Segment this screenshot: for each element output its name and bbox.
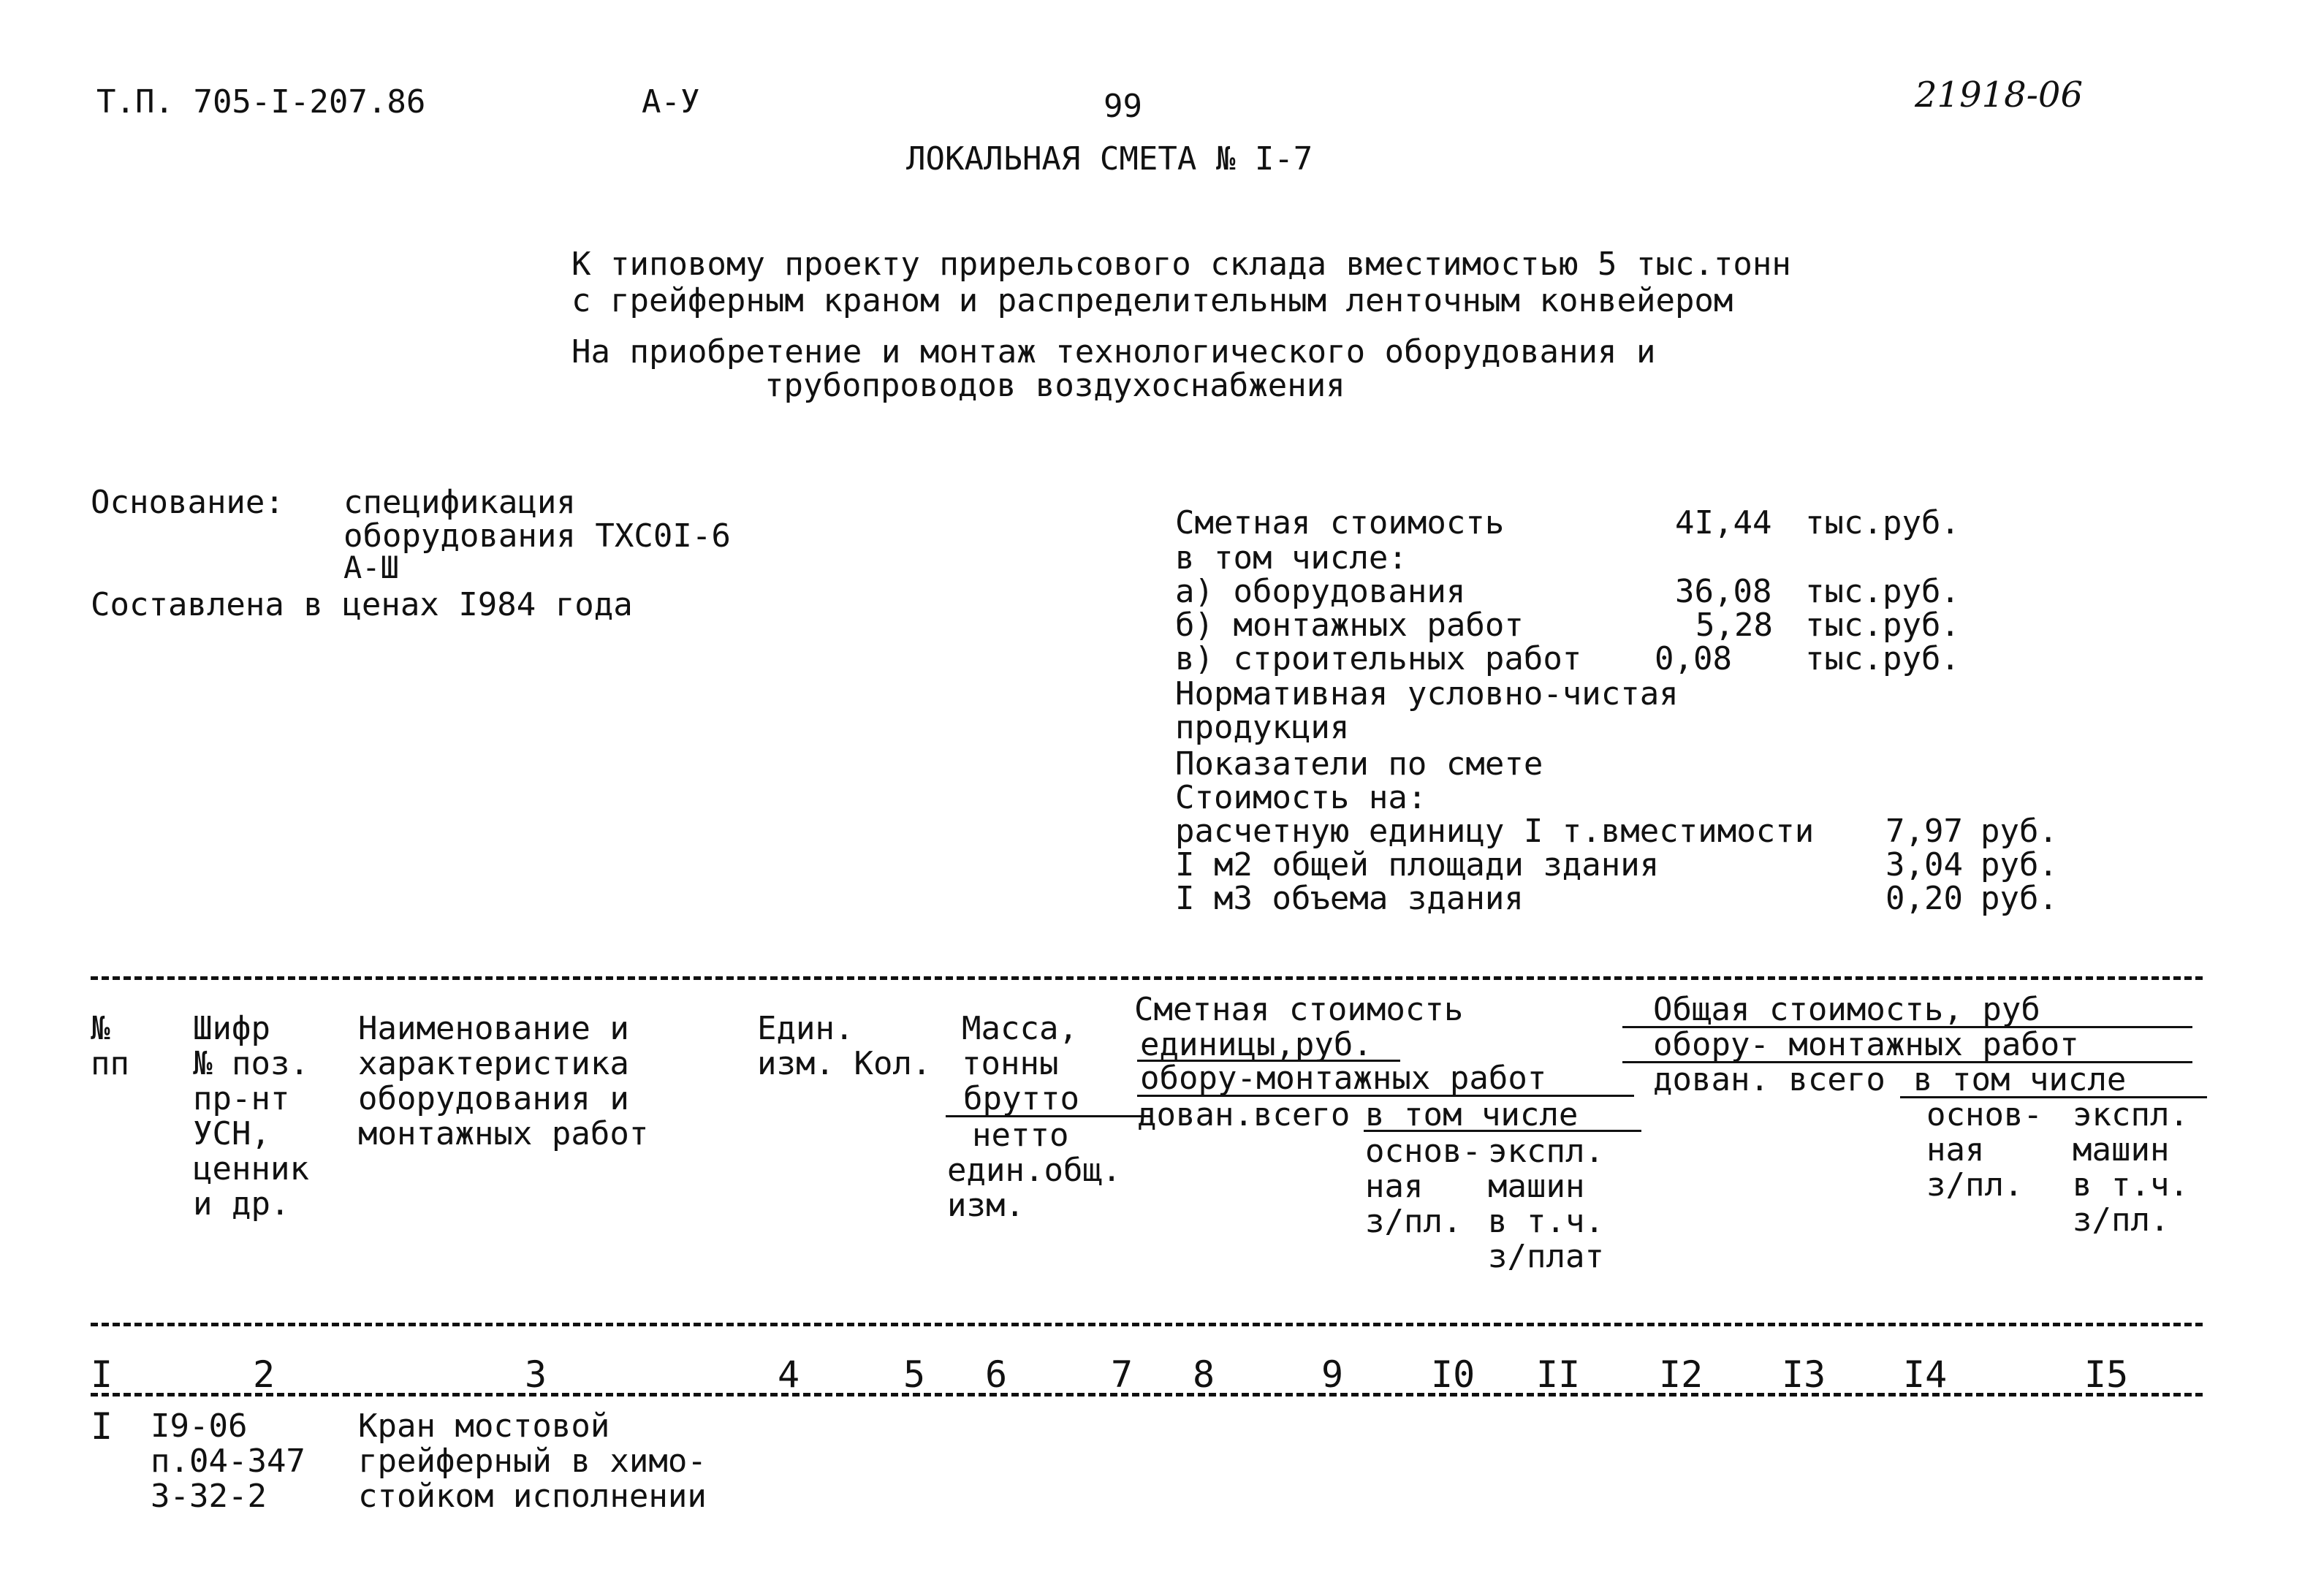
- header-est-base-pay: основ- ная з/пл.: [1365, 1133, 1481, 1240]
- summary-label: Нормативная условно-чистая: [1175, 675, 1679, 712]
- column-number: I: [91, 1353, 113, 1396]
- header-total-cost: Общая стоимость, руб: [1653, 991, 2040, 1028]
- header-est-eq-total: дован.всего: [1137, 1096, 1351, 1133]
- basis-line-1: спецификация: [343, 484, 576, 521]
- summary-unit: тыс.руб.: [1805, 573, 1960, 610]
- column-number: I0: [1431, 1353, 1475, 1396]
- column-number: II: [1536, 1353, 1581, 1396]
- header-bottom-rule: [91, 1323, 2203, 1326]
- header-est-machines: экспл. машин в т.ч. з/плат: [1488, 1133, 1604, 1275]
- summary-unit: руб.: [1980, 846, 2058, 884]
- doc-code: Т.П. 705-I-207.86: [96, 83, 426, 121]
- column-number: 9: [1321, 1353, 1344, 1396]
- column-number: 8: [1193, 1353, 1215, 1396]
- summary-label: I м3 объема здания: [1175, 880, 1524, 917]
- header-est-unit: единицы,руб.: [1140, 1026, 1372, 1063]
- header-total-base-pay: основ- ная з/пл.: [1926, 1096, 2043, 1204]
- summary-label: Сметная стоимость: [1175, 504, 1505, 542]
- summary-label: в том числе:: [1175, 539, 1408, 577]
- header-net: нетто: [972, 1117, 1069, 1154]
- header-mass: Масса, тонны: [962, 1010, 1078, 1082]
- summary-label: продукция: [1175, 709, 1350, 746]
- basis-line-3: А-Ш: [343, 550, 399, 585]
- row-number: I: [91, 1405, 113, 1448]
- summary-unit: руб.: [1980, 880, 2058, 917]
- summary-label: б) монтажных работ: [1175, 607, 1524, 644]
- header-gross: брутто: [963, 1080, 1079, 1117]
- column-number: I4: [1903, 1353, 1948, 1396]
- header-est-cost: Сметная стоимость: [1134, 991, 1464, 1028]
- subtitle-line-3: На приобретение и монтаж технологического оборудования и: [571, 333, 1656, 370]
- column-number: I3: [1782, 1353, 1826, 1396]
- column-number: 5: [903, 1353, 926, 1396]
- summary-value: 7,97: [1885, 813, 1963, 850]
- album-code: А-У: [642, 83, 700, 121]
- row-name: Кран мостовой грейферный в химо- стойком исполнении: [358, 1407, 707, 1515]
- header-est-eq-mont: обору-монтажных работ: [1140, 1060, 1547, 1097]
- header-total-incl: в том числе: [1913, 1061, 2127, 1098]
- column-number: 3: [525, 1353, 547, 1396]
- summary-value: 3,04: [1885, 846, 1963, 884]
- summary-unit: руб.: [1980, 813, 2058, 850]
- column-number: I5: [2084, 1353, 2129, 1396]
- header-per-unit: един.общ. изм.: [947, 1152, 1122, 1224]
- header-name: Наименование и характеристика оборудования и монтажных работ: [358, 1010, 649, 1152]
- summary-value: 4I,44: [1675, 504, 1772, 542]
- subtitle-line-2: с грейферным краном и распределительным ленточным конвейером: [571, 282, 1733, 319]
- header-num: № пп: [91, 1010, 129, 1082]
- summary-label: Показатели по смете: [1175, 745, 1543, 783]
- column-number: 6: [985, 1353, 1008, 1396]
- header-total-eq-mont: обору- монтажных работ: [1653, 1026, 2079, 1063]
- summary-label: Стоимость на:: [1175, 779, 1427, 816]
- column-number: 4: [778, 1353, 800, 1396]
- summary-label: в) строительных работ: [1175, 640, 1582, 677]
- column-number: 2: [253, 1353, 276, 1396]
- column-number: 7: [1111, 1353, 1133, 1396]
- summary-unit: тыс.руб.: [1805, 640, 1960, 677]
- subtitle-line-4: трубопроводов воздухоснабжения: [764, 367, 1345, 404]
- header-total-eq-total: дован. всего: [1653, 1061, 1885, 1098]
- table-top-rule: [91, 976, 2203, 980]
- subtitle-line-1: К типовому проекту прирельсового склада вместимостью 5 тыс.тонн: [571, 246, 1791, 283]
- summary-value: 5,28: [1695, 607, 1773, 644]
- summary-unit: тыс.руб.: [1805, 504, 1960, 542]
- page-title: ЛОКАЛЬНАЯ СМЕТА № I-7: [906, 140, 1313, 178]
- summary-label: I м2 общей площади здания: [1175, 846, 1660, 884]
- summary-label: а) оборудования: [1175, 573, 1466, 610]
- header-code: Шифр № поз. пр-нт УСН, ценник и др.: [193, 1010, 309, 1223]
- summary-value: 36,08: [1675, 573, 1772, 610]
- summary-label: расчетную единицу I т.вместимости: [1175, 813, 1815, 850]
- prices-note: Составлена в ценах I984 года: [91, 586, 633, 623]
- summary-unit: тыс.руб.: [1805, 607, 1960, 644]
- summary-value: 0,20: [1885, 880, 1963, 917]
- est-incl-underline: [1364, 1130, 1641, 1132]
- header-total-machines: экспл. машин в т.ч. з/пл.: [2073, 1096, 2189, 1239]
- column-number: I2: [1659, 1353, 1704, 1396]
- inventory-number: 21918-06: [1915, 75, 2083, 115]
- header-unit-qty: Един. изм. Кол.: [757, 1010, 932, 1082]
- basis-label: Основание:: [91, 484, 284, 521]
- basis-line-2: оборудования ТХС0I-6: [343, 517, 731, 555]
- page-number: 99: [1104, 88, 1142, 125]
- summary-value: 0,08: [1655, 640, 1732, 677]
- row-code: I9-06 п.04-347 3-32-2: [151, 1407, 305, 1515]
- header-est-incl: в том числе: [1365, 1096, 1579, 1133]
- column-number-rule: [91, 1393, 2203, 1396]
